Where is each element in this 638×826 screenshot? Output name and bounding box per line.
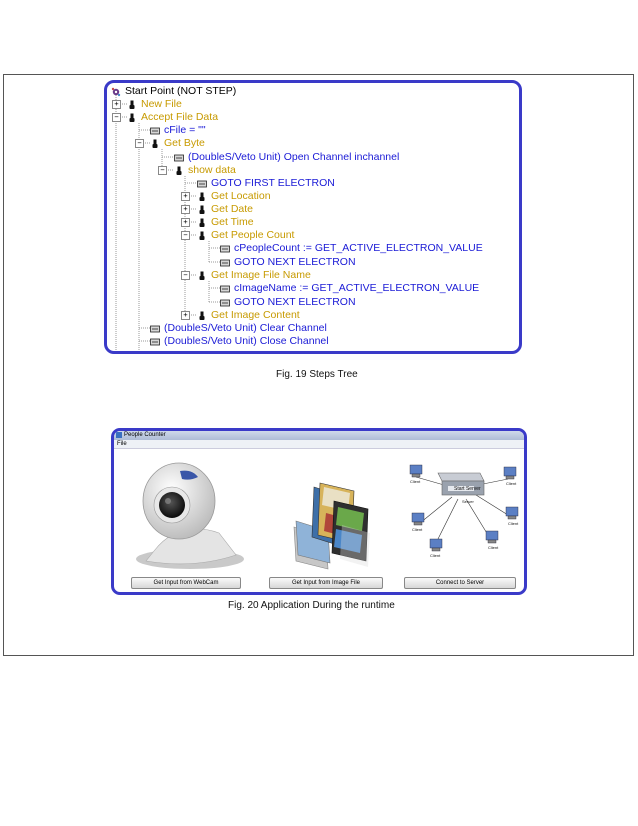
tree-node-label: cPeopleCount := GET_ACTIVE_ELECTRON_VALUE xyxy=(234,242,483,254)
server-panel xyxy=(396,451,521,586)
step-marker-icon xyxy=(197,311,207,321)
step-marker-icon xyxy=(197,218,207,228)
tree-node[interactable] xyxy=(150,137,205,150)
command-block-icon xyxy=(150,126,160,136)
tree-node[interactable] xyxy=(150,335,329,348)
tree-node[interactable] xyxy=(127,98,182,111)
collapse-toggle[interactable]: − xyxy=(181,231,190,240)
tree-node-label: GOTO NEXT ELECTRON xyxy=(234,256,356,268)
webcam-icon xyxy=(124,451,249,576)
step-marker-icon xyxy=(197,271,207,281)
step-marker-icon xyxy=(150,139,160,149)
step-marker-icon xyxy=(174,166,184,176)
tree-node-label: Get Date xyxy=(211,203,254,215)
tree-node[interactable] xyxy=(174,164,236,177)
tree-root[interactable] xyxy=(111,85,236,98)
app-window xyxy=(111,428,527,595)
tree-node-label: cImageName := GET_ACTIVE_ELECTRON_VALUE xyxy=(234,282,480,294)
command-block-icon xyxy=(220,258,230,268)
image-stack-icon xyxy=(264,451,389,576)
expand-toggle[interactable]: + xyxy=(181,218,190,227)
image-file-button[interactable]: Get Input from Image File xyxy=(269,577,383,589)
tree-node[interactable] xyxy=(220,256,356,269)
tree-node[interactable] xyxy=(174,151,399,164)
fig19-caption: Fig. 19 Steps Tree xyxy=(276,369,358,380)
image-file-panel xyxy=(264,451,389,586)
webcam-button[interactable]: Get Input from WebCam xyxy=(131,577,241,589)
collapse-toggle[interactable]: − xyxy=(181,271,190,280)
server-sub-label: Server xyxy=(462,499,474,504)
tree-node[interactable] xyxy=(197,190,271,203)
tree-node-label: Get Byte xyxy=(164,137,205,149)
tree-node[interactable] xyxy=(150,322,327,335)
tree-node[interactable] xyxy=(197,309,300,322)
collapse-toggle[interactable]: − xyxy=(158,166,167,175)
step-marker-icon xyxy=(197,192,207,202)
command-block-icon xyxy=(220,244,230,254)
tree-node[interactable] xyxy=(220,242,483,255)
tree-node-label: cFile = "" xyxy=(164,124,206,136)
client-label: Client xyxy=(410,479,421,484)
command-block-icon xyxy=(150,324,160,334)
expand-toggle[interactable]: + xyxy=(181,192,190,201)
tree-node-label: show data xyxy=(188,164,236,176)
tree-node-label: Get People Count xyxy=(211,229,295,241)
command-block-icon xyxy=(220,298,230,308)
client-label: Client xyxy=(508,521,519,526)
app-menubar xyxy=(114,440,524,449)
tree-node[interactable] xyxy=(197,216,254,229)
client-label: Client xyxy=(506,481,517,486)
app-icon xyxy=(116,432,122,438)
step-marker-icon xyxy=(127,113,137,123)
tree-node[interactable] xyxy=(197,203,253,216)
steps-tree xyxy=(104,80,522,354)
tree-node[interactable] xyxy=(150,124,206,137)
root-gear-icon xyxy=(111,87,121,97)
command-block-icon xyxy=(220,284,230,294)
tree-node-label: Get Image Content xyxy=(211,309,300,321)
tree-node-label: Get Location xyxy=(211,190,271,202)
fig20-caption: Fig. 20 Application During the runtime xyxy=(228,600,395,611)
tree-node[interactable] xyxy=(220,296,356,309)
connect-server-button[interactable]: Connect to Server xyxy=(404,577,516,589)
menu-file[interactable]: File xyxy=(117,441,127,447)
step-marker-icon xyxy=(127,100,137,110)
command-block-icon xyxy=(150,337,160,347)
app-titlebar xyxy=(114,431,524,440)
step-marker-icon xyxy=(197,205,207,215)
server-label: Start Server xyxy=(454,486,481,492)
tree-node-label: Accept File Data xyxy=(141,111,219,123)
collapse-toggle[interactable]: − xyxy=(112,113,121,122)
tree-node-label: Get Time xyxy=(211,216,254,228)
command-block-icon xyxy=(197,179,207,189)
step-marker-icon xyxy=(197,231,207,241)
tree-node-label: (DoubleS/Veto Unit) Clear Channel xyxy=(164,322,327,334)
webcam-panel xyxy=(124,451,249,586)
tree-node[interactable] xyxy=(197,269,311,282)
command-block-icon xyxy=(174,153,184,163)
expand-toggle[interactable]: + xyxy=(181,205,190,214)
tree-node-label: (DoubleS/Veto Unit) Close Channel xyxy=(164,335,329,347)
collapse-toggle[interactable]: − xyxy=(135,139,144,148)
tree-node[interactable] xyxy=(197,177,335,190)
client-label: Client xyxy=(430,553,441,558)
tree-node-label: (DoubleS/Veto Unit) Open Channel inchannel xyxy=(188,151,400,163)
tree-node-label: GOTO NEXT ELECTRON xyxy=(234,296,356,308)
tree-root-label: Start Point (NOT STEP) xyxy=(125,85,237,97)
client-label: Client xyxy=(488,545,499,550)
client-label: Client xyxy=(412,527,423,532)
tree-node-label: GOTO FIRST ELECTRON xyxy=(211,177,335,189)
app-title: People Counter xyxy=(124,432,166,438)
tree-node-label: New File xyxy=(141,98,182,110)
expand-toggle[interactable]: + xyxy=(112,100,121,109)
tree-node[interactable] xyxy=(197,229,294,242)
tree-node[interactable] xyxy=(127,111,218,124)
network-diagram xyxy=(396,451,521,576)
expand-toggle[interactable]: + xyxy=(181,311,190,320)
tree-node[interactable] xyxy=(220,282,479,295)
tree-node-label: Get Image File Name xyxy=(211,269,311,281)
